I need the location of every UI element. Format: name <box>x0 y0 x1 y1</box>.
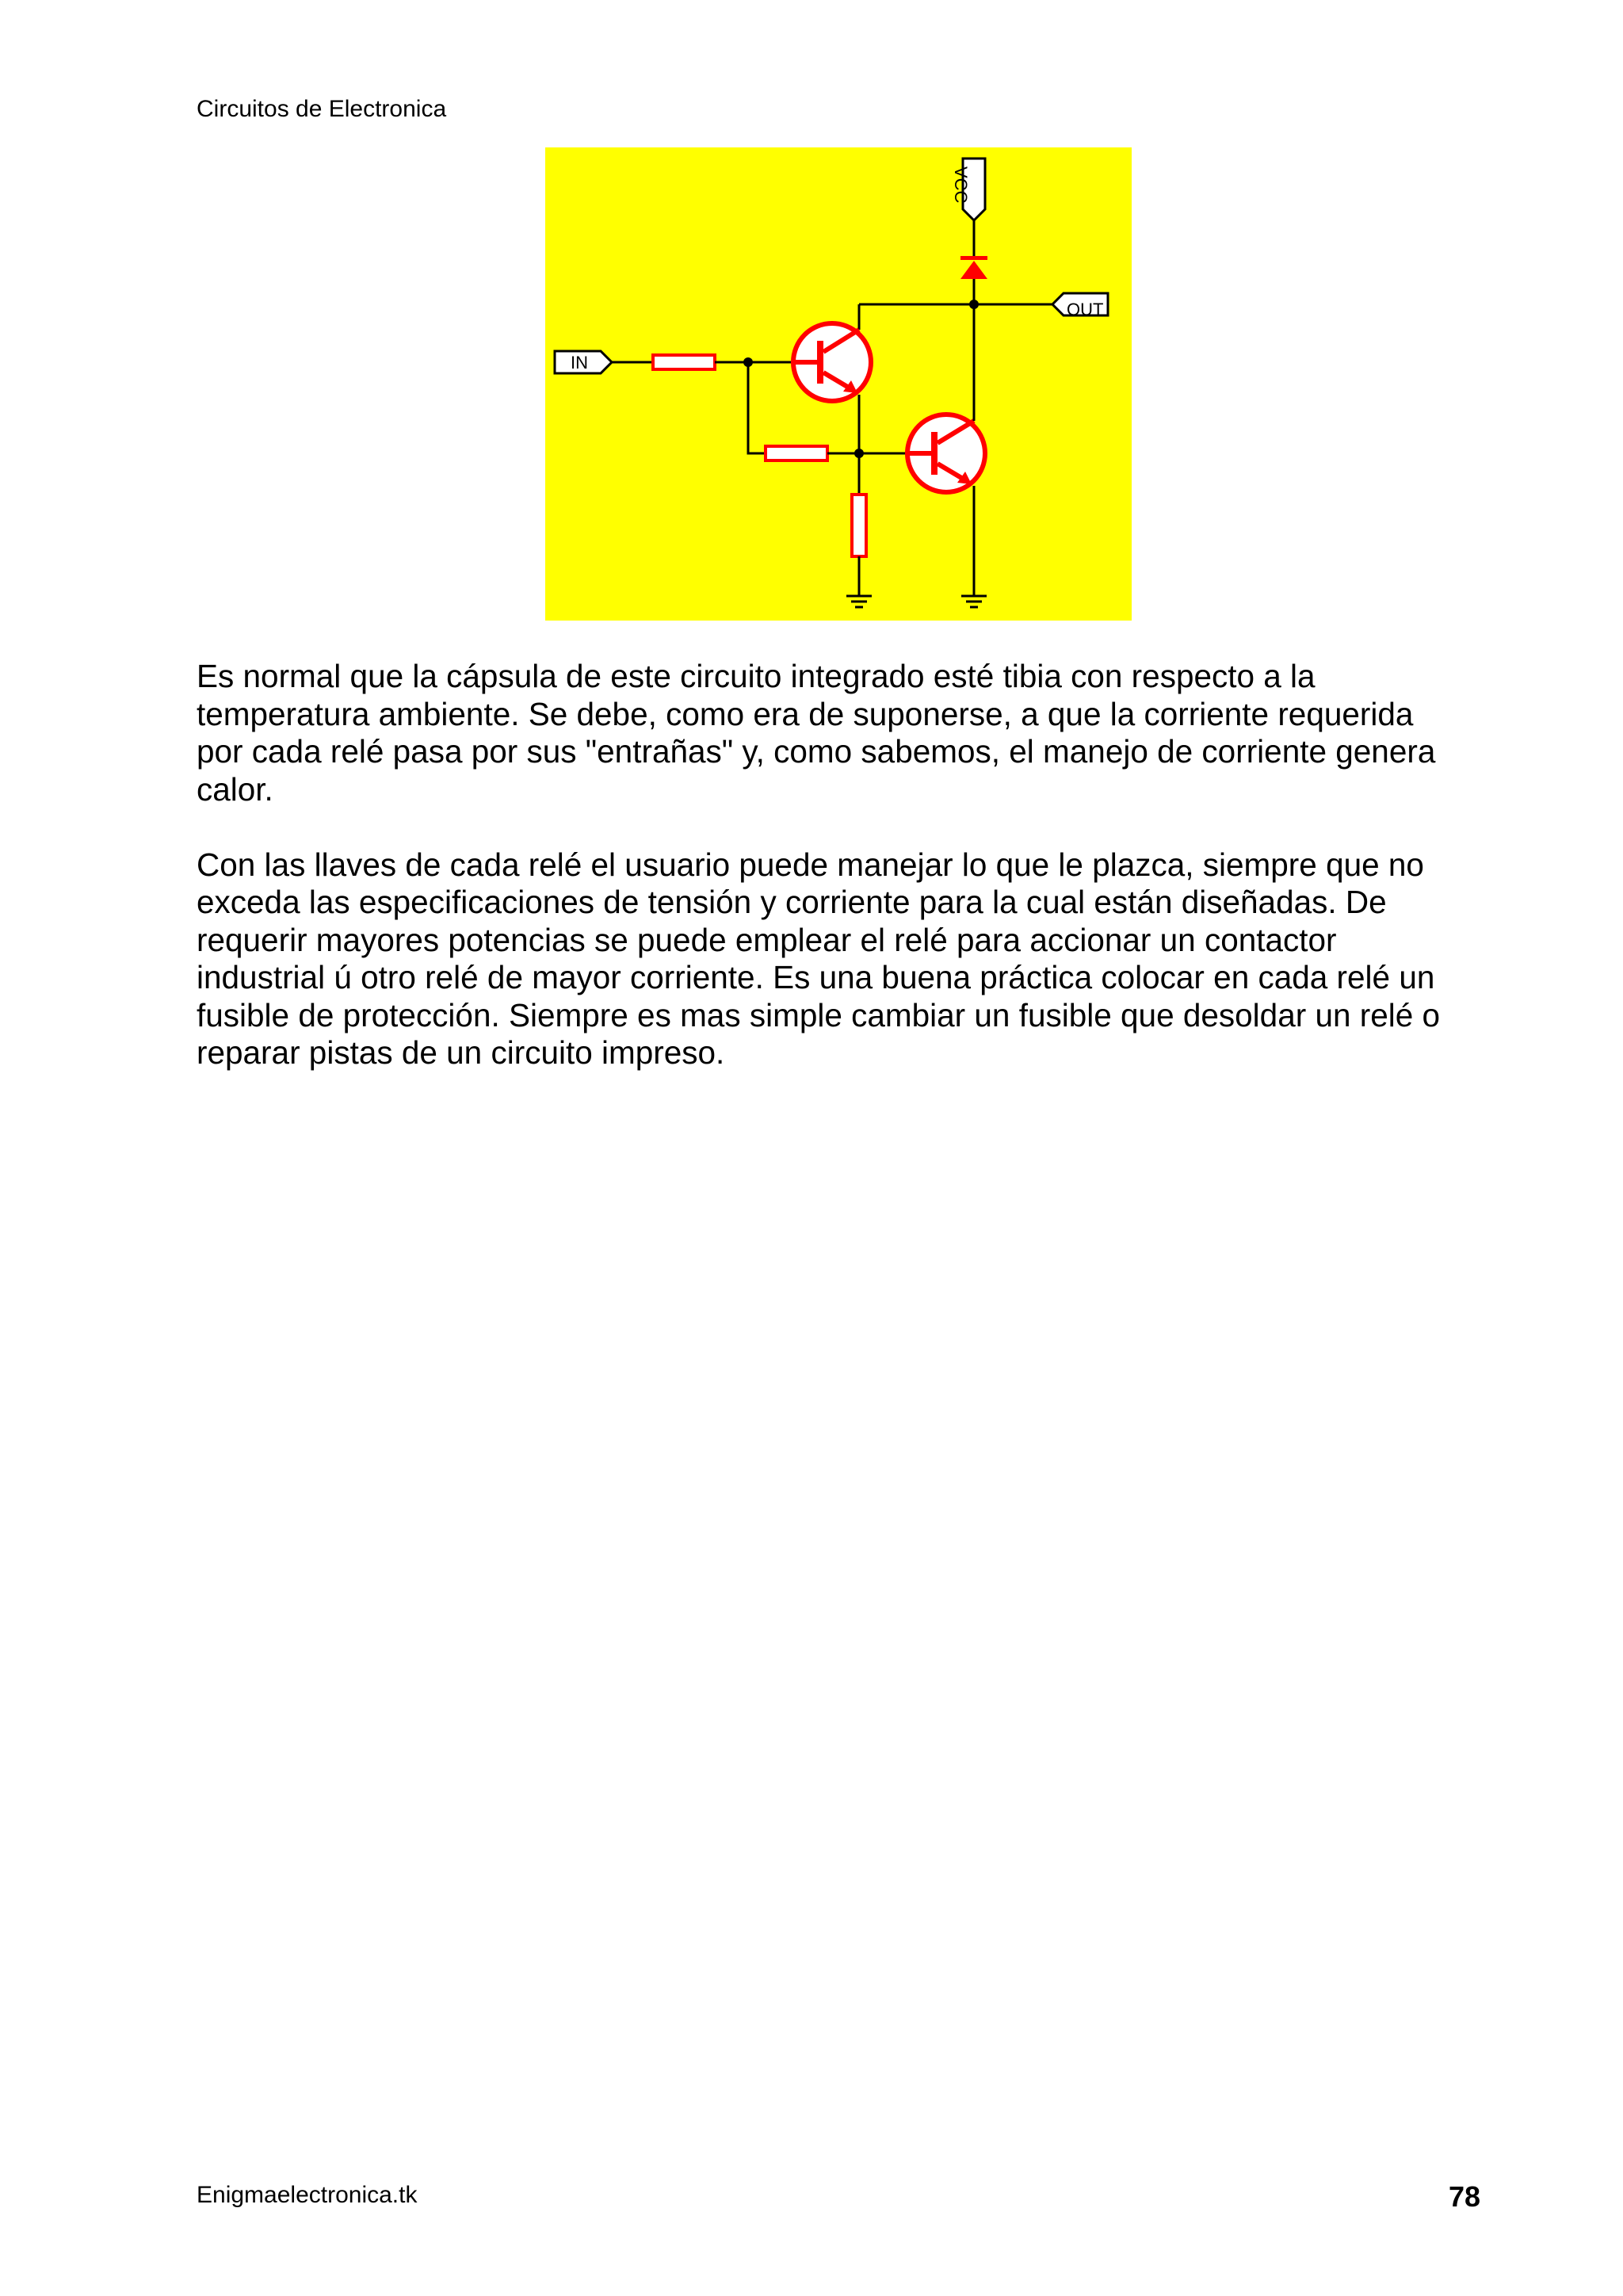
in-terminal <box>555 351 612 373</box>
out-label: OUT <box>1067 299 1104 319</box>
circuit-diagram <box>545 147 1132 621</box>
footer-site: Enigmaelectronica.tk <box>197 2182 418 2208</box>
resistor-r2 <box>766 446 827 460</box>
paragraph-2: Con las llaves de cada relé el usuario puede manejar lo que le plazca, siempre que no exceda las especificaciones de tensión y corriente para la cual están diseñadas. De requerir mayores potencias se puede emplear el relé para accionar un contactor industrial ú otro relé de mayor corriente. Es una buena práctica colocar en cada relé un fusible de protección. Siempre es mas simple cambiar un fusible que desoldar un relé o reparar pistas de un circuito impreso. <box>197 846 1441 1071</box>
out-terminal <box>1052 293 1108 319</box>
circuit-svg <box>545 147 1132 621</box>
vcc-label: VCC <box>951 166 971 204</box>
vcc-terminal <box>951 159 985 220</box>
transistor-q2 <box>907 415 985 492</box>
diode-symbol <box>960 256 987 279</box>
body-text <box>197 658 1496 1110</box>
ground-symbol-left <box>846 596 872 607</box>
page-header: Circuitos de Electronica <box>197 96 447 122</box>
resistor-r1 <box>653 355 715 369</box>
transistor-q1 <box>793 323 871 401</box>
in-label: IN <box>571 352 588 372</box>
paragraph-1: Es normal que la cápsula de este circuito integrado esté tibia con respecto a la temperatura ambiente. Se debe, como era de suponerse, a que la corriente requerida por cada relé pasa por sus "entrañas" y, como sabemos, el manejo de corriente genera calor. <box>197 658 1436 808</box>
wire-base-r2 <box>748 362 766 453</box>
resistor-r3 <box>852 495 866 556</box>
page-number: 78 <box>1448 2180 1480 2213</box>
ground-symbol-right <box>961 596 987 607</box>
